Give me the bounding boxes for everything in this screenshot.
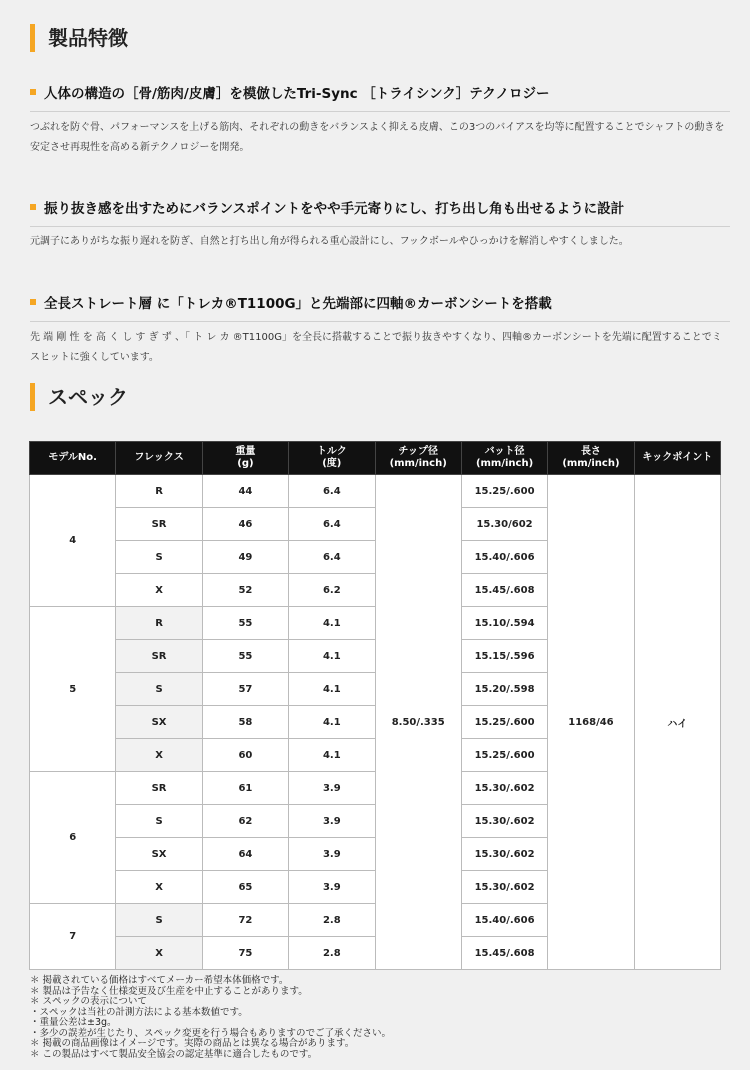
torque-cell: 4.1 <box>289 706 375 739</box>
feature-heading-text: 振り抜き感を出すためにバランスポイントをやや手元寄りにし、打ち出し角も出せるように設計 <box>44 201 625 217</box>
feature-heading-text: 人体の構造の［骨/筋肉/皮膚］を模倣したTri-Sync ［トライシンク］テクノロジー <box>44 86 550 102</box>
feature-heading-1 <box>30 82 730 112</box>
note-line: ＊ 掲載の商品画像はイメージです。実際の商品とは異なる場合があります。 <box>30 1038 355 1049</box>
torque-cell: 4.1 <box>289 673 375 706</box>
weight-cell: 44 <box>202 475 288 508</box>
length-cell: 1168/46 <box>548 475 634 970</box>
torque-cell: 6.4 <box>289 475 375 508</box>
header-torque-unit: (度) <box>322 458 342 469</box>
model-cell: 7 <box>30 904 116 970</box>
weight-cell: 49 <box>202 541 288 574</box>
spec-table <box>29 441 721 970</box>
model-cell: 4 <box>30 475 116 607</box>
header-model: モデルNo. <box>30 442 116 475</box>
header-weight-label: 重量 <box>235 446 256 457</box>
torque-cell: 3.9 <box>289 772 375 805</box>
spec-header-row <box>30 442 721 475</box>
butt-cell: 15.40/.606 <box>461 904 547 937</box>
butt-cell: 15.15/.596 <box>461 640 547 673</box>
flex-cell: S <box>116 805 202 838</box>
butt-cell: 15.30/.602 <box>461 871 547 904</box>
flex-cell: X <box>116 937 202 970</box>
weight-cell: 46 <box>202 508 288 541</box>
butt-cell: 15.30/.602 <box>461 805 547 838</box>
header-length <box>548 442 634 475</box>
header-length-label: 長さ <box>580 446 601 457</box>
torque-cell: 6.4 <box>289 541 375 574</box>
weight-cell: 60 <box>202 739 288 772</box>
header-torque <box>289 442 375 475</box>
weight-cell: 52 <box>202 574 288 607</box>
weight-cell: 62 <box>202 805 288 838</box>
flex-cell: X <box>116 739 202 772</box>
header-tip <box>375 442 461 475</box>
weight-cell: 65 <box>202 871 288 904</box>
butt-cell: 15.25/.600 <box>461 706 547 739</box>
torque-cell: 2.8 <box>289 937 375 970</box>
torque-cell: 2.8 <box>289 904 375 937</box>
header-tip-unit: (mm/inch) <box>389 458 447 469</box>
weight-cell: 75 <box>202 937 288 970</box>
weight-cell: 55 <box>202 607 288 640</box>
butt-cell: 15.30/.602 <box>461 838 547 871</box>
note-line: ＊ この製品はすべて製品安全協会の認定基準に適合したものです。 <box>30 1048 318 1060</box>
butt-cell: 15.25/.600 <box>461 739 547 772</box>
kick-cell: ハイ <box>634 475 720 970</box>
feature-heading-3 <box>30 292 730 322</box>
butt-cell: 15.10/.594 <box>461 607 547 640</box>
weight-cell: 58 <box>202 706 288 739</box>
weight-cell: 57 <box>202 673 288 706</box>
torque-cell: 3.9 <box>289 805 375 838</box>
features-title: 製品特徴 <box>30 24 128 52</box>
flex-cell: SR <box>116 640 202 673</box>
model-cell: 5 <box>30 607 116 772</box>
flex-cell: SR <box>116 508 202 541</box>
note-line: ・スペックは当社の計測方法による基本数値です。 <box>30 1006 248 1018</box>
flex-cell: R <box>116 607 202 640</box>
torque-cell: 3.9 <box>289 838 375 871</box>
header-length-unit: (mm/inch) <box>562 458 620 469</box>
header-weight <box>202 442 288 475</box>
flex-cell: S <box>116 673 202 706</box>
flex-cell: X <box>116 871 202 904</box>
header-butt-label: バット径 <box>484 446 525 457</box>
note-line: ・重量公差は±3g。 <box>30 1017 117 1028</box>
feature-body-2: 元調子にありがちな振り遅れを防ぎ、自然と打ち出し角が得られる重心設計にし、フックボールやひっかけを解消しやすくしました。 <box>30 236 629 247</box>
feature-body-3: 先 端 剛 性 を 高 く し す ぎ ず 、「 ト レ カ ®T1100G」を全長に搭載することで振り抜きやすくなり、四軸®カーボンシートを先端に配置することでミスヒットに強くしています。 <box>30 332 722 363</box>
flex-cell: S <box>116 541 202 574</box>
feature-body-1: つぶれを防ぐ骨、パフォーマンスを上げる筋肉、それぞれの動きをバランスよく抑える皮膚、この3つのバイアスを均等に配置することでシャフトの動きを安定させ再現性を高める新テクノロジーを開発。 <box>30 122 725 153</box>
note-line: ＊ スペックの表示について <box>30 996 147 1007</box>
butt-cell: 15.20/.598 <box>461 673 547 706</box>
torque-cell: 6.4 <box>289 508 375 541</box>
flex-cell: R <box>116 475 202 508</box>
torque-cell: 3.9 <box>289 871 375 904</box>
torque-cell: 4.1 <box>289 640 375 673</box>
feature-heading-2 <box>30 197 730 227</box>
bullet-square-icon <box>30 299 36 305</box>
weight-cell: 64 <box>202 838 288 871</box>
model-cell: 6 <box>30 772 116 904</box>
header-butt-unit: (mm/inch) <box>475 458 534 469</box>
butt-cell: 15.25/.600 <box>461 475 547 508</box>
flex-cell: SR <box>116 772 202 805</box>
header-butt <box>461 442 547 475</box>
flex-cell: SX <box>116 838 202 871</box>
header-torque-label: トルク <box>316 446 347 457</box>
butt-cell: 15.45/.608 <box>461 937 547 970</box>
weight-cell: 55 <box>202 640 288 673</box>
butt-cell: 15.30/602 <box>461 508 547 541</box>
butt-cell: 15.40/.606 <box>461 541 547 574</box>
flex-cell: SX <box>116 706 202 739</box>
weight-cell: 61 <box>202 772 288 805</box>
note-line: ＊ 製品は予告なく仕様変更及び生産を中止することがあります。 <box>30 985 308 997</box>
header-tip-label: チップ径 <box>398 446 439 457</box>
bullet-square-icon <box>30 89 36 95</box>
flex-cell: S <box>116 904 202 937</box>
butt-cell: 15.30/.602 <box>461 772 547 805</box>
header-kick: キックポイント <box>634 442 720 475</box>
feature-heading-text: 全長ストレート層 に「トレカ®T1100G」と先端部に四軸®カーボンシートを搭載 <box>44 296 552 312</box>
spec-title: スペック <box>30 383 128 411</box>
bullet-square-icon <box>30 204 36 210</box>
flex-cell: X <box>116 574 202 607</box>
tip-cell: 8.50/.335 <box>375 475 461 970</box>
torque-cell: 4.1 <box>289 739 375 772</box>
header-flex: フレックス <box>116 442 202 475</box>
note-line: ・多少の誤差が生じたり、スペック変更を行う場合もありますのでご了承ください。 <box>30 1027 392 1039</box>
table-row <box>30 475 721 508</box>
note-line: ＊ 掲載されている価格はすべてメーカー希望本体価格です。 <box>30 975 289 986</box>
butt-cell: 15.45/.608 <box>461 574 547 607</box>
weight-cell: 72 <box>202 904 288 937</box>
notes <box>30 976 730 1060</box>
torque-cell: 6.2 <box>289 574 375 607</box>
torque-cell: 4.1 <box>289 607 375 640</box>
header-weight-unit: (g) <box>237 458 254 469</box>
